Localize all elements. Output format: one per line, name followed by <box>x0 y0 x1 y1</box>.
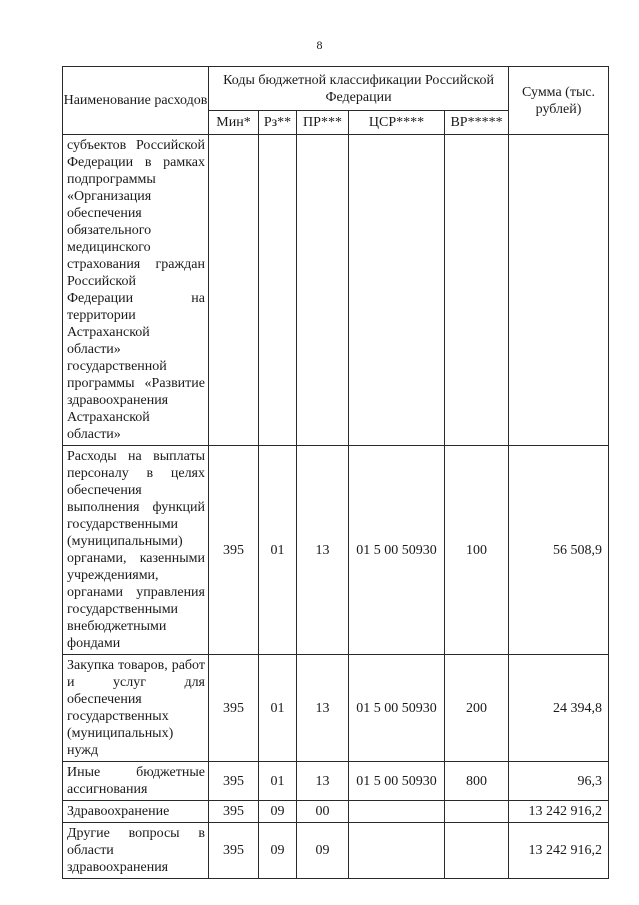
row-min: 395 <box>209 446 259 655</box>
table-row <box>63 446 609 655</box>
row-name: субъектов Российской Федерации в рамках подпрограммы «Организация обеспечения обязательного медицинского страхования граждан Российской Федерации на территории Астраханской области» государственной программы «Развитие здравоохранения Астраханской области» <box>63 135 209 446</box>
table-row <box>63 801 609 823</box>
row-rz: 01 <box>259 762 297 801</box>
row-vr <box>445 801 509 823</box>
row-sum: 13 242 916,2 <box>509 823 609 879</box>
row-sum: 24 394,8 <box>509 655 609 762</box>
row-min: 395 <box>209 762 259 801</box>
row-min: 395 <box>209 801 259 823</box>
row-name: Иные бюджетные ассигнования <box>63 762 209 801</box>
row-name: Закупка товаров, работ и услуг для обеспечения государственных (муниципальных) нужд <box>63 655 209 762</box>
table-row <box>63 135 609 446</box>
header-vr: ВР***** <box>445 111 509 135</box>
row-pr: 13 <box>297 446 349 655</box>
row-sum: 96,3 <box>509 762 609 801</box>
row-pr: 13 <box>297 655 349 762</box>
row-csr <box>349 801 445 823</box>
header-csr: ЦСР**** <box>349 111 445 135</box>
row-pr <box>297 135 349 446</box>
row-rz <box>259 135 297 446</box>
row-name: Другие вопросы в области здравоохранения <box>63 823 209 879</box>
row-rz: 09 <box>259 823 297 879</box>
row-vr <box>445 823 509 879</box>
row-pr: 13 <box>297 762 349 801</box>
row-csr <box>349 823 445 879</box>
table-row <box>63 655 609 762</box>
row-min <box>209 135 259 446</box>
row-sum: 56 508,9 <box>509 446 609 655</box>
header-sum-column: Сумма (тыс. рублей) <box>509 67 609 135</box>
table-row <box>63 762 609 801</box>
table-row <box>63 823 609 879</box>
row-vr: 800 <box>445 762 509 801</box>
row-pr: 00 <box>297 801 349 823</box>
row-min: 395 <box>209 655 259 762</box>
row-csr: 01 5 00 50930 <box>349 762 445 801</box>
row-csr <box>349 135 445 446</box>
page-number: 8 <box>316 38 323 52</box>
row-pr: 09 <box>297 823 349 879</box>
row-name: Здравоохранение <box>63 801 209 823</box>
row-sum <box>509 135 609 446</box>
row-vr <box>445 135 509 446</box>
row-sum: 13 242 916,2 <box>509 801 609 823</box>
row-name: Расходы на выплаты персоналу в целях обеспечения выполнения функций государственными (муниципальными) органами, казенными учреждениями, органами управления государственными внебюджетными фондами <box>63 446 209 655</box>
table-header-row-1 <box>63 67 609 111</box>
row-rz: 01 <box>259 655 297 762</box>
row-csr: 01 5 00 50930 <box>349 446 445 655</box>
header-rz: Рз** <box>259 111 297 135</box>
row-csr: 01 5 00 50930 <box>349 655 445 762</box>
header-min: Мин* <box>209 111 259 135</box>
row-rz: 09 <box>259 801 297 823</box>
budget-classification-table <box>62 66 609 879</box>
header-name-column: Наименование расходов <box>63 67 209 135</box>
header-codes-group: Коды бюджетной классификации Российской Федерации <box>209 67 509 111</box>
row-min: 395 <box>209 823 259 879</box>
row-vr: 200 <box>445 655 509 762</box>
header-pr: ПР*** <box>297 111 349 135</box>
row-vr: 100 <box>445 446 509 655</box>
row-rz: 01 <box>259 446 297 655</box>
